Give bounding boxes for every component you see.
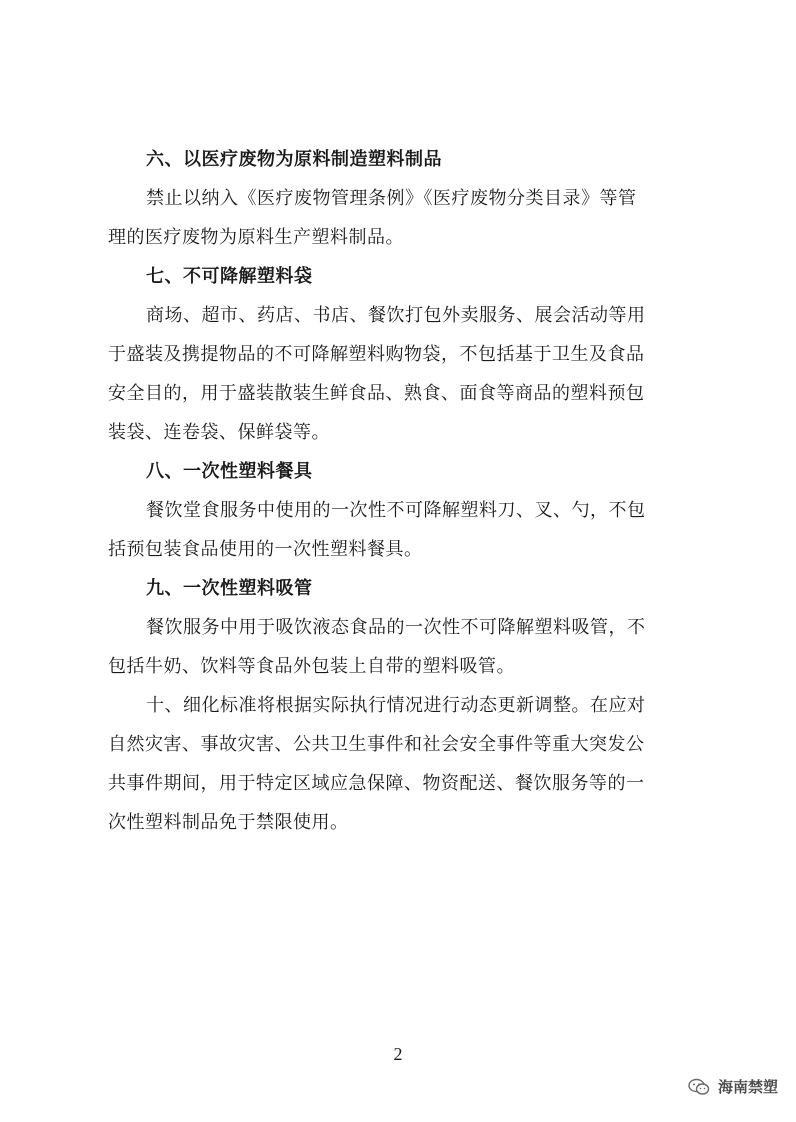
document-body xyxy=(108,140,688,842)
closing-line-3: 共事件期间，用于特定区域应急保障、物资配送、餐饮服务等的一 xyxy=(108,773,645,794)
section-heading-6: 六、以医疗废物为原料制造塑料制品 xyxy=(146,149,442,170)
section-heading-7: 七、不可降解塑料袋 xyxy=(146,266,313,287)
closing-line-2: 自然灾害、事故灾害、公共卫生事件和社会安全事件等重大突发公 xyxy=(108,734,645,755)
section-7-line-3: 安全目的，用于盛装散装生鲜食品、熟食、面食等商品的塑料预包 xyxy=(108,383,645,404)
section-heading-9: 九、一次性塑料吸管 xyxy=(146,578,313,599)
section-6-line-2: 理的医疗废物为原料生产塑料制品。 xyxy=(108,227,404,248)
section-9-line-1: 餐饮服务中用于吸饮液态食品的一次性不可降解塑料吸管，不 xyxy=(146,617,646,638)
wechat-icon xyxy=(688,1078,710,1096)
closing-line-1: 十、细化标准将根据实际执行情况进行动态更新调整。在应对 xyxy=(146,695,646,716)
section-8-line-2: 括预包装食品使用的一次性塑料餐具。 xyxy=(108,539,423,560)
section-7-line-1: 商场、超市、药店、书店、餐饮打包外卖服务、展会活动等用 xyxy=(146,305,646,326)
section-7-line-4: 装袋、连卷袋、保鲜袋等。 xyxy=(108,422,330,443)
page-number: 2 xyxy=(393,1044,403,1064)
watermark xyxy=(688,1076,778,1097)
section-7-line-2: 于盛装及携提物品的不可降解塑料购物袋，不包括基于卫生及食品 xyxy=(108,344,645,365)
closing-line-4: 次性塑料制品免于禁限使用。 xyxy=(108,812,349,833)
section-6-line-1: 禁止以纳入《医疗废物管理条例》《医疗废物分类目录》等管 xyxy=(146,188,637,209)
watermark-text: 海南禁塑 xyxy=(717,1078,778,1096)
section-9-line-2: 包括牛奶、饮料等食品外包装上自带的塑料吸管。 xyxy=(108,656,515,677)
section-8-line-1: 餐饮堂食服务中使用的一次性不可降解塑料刀、叉、勺，不包 xyxy=(146,500,646,521)
section-heading-8: 八、一次性塑料餐具 xyxy=(146,461,313,482)
